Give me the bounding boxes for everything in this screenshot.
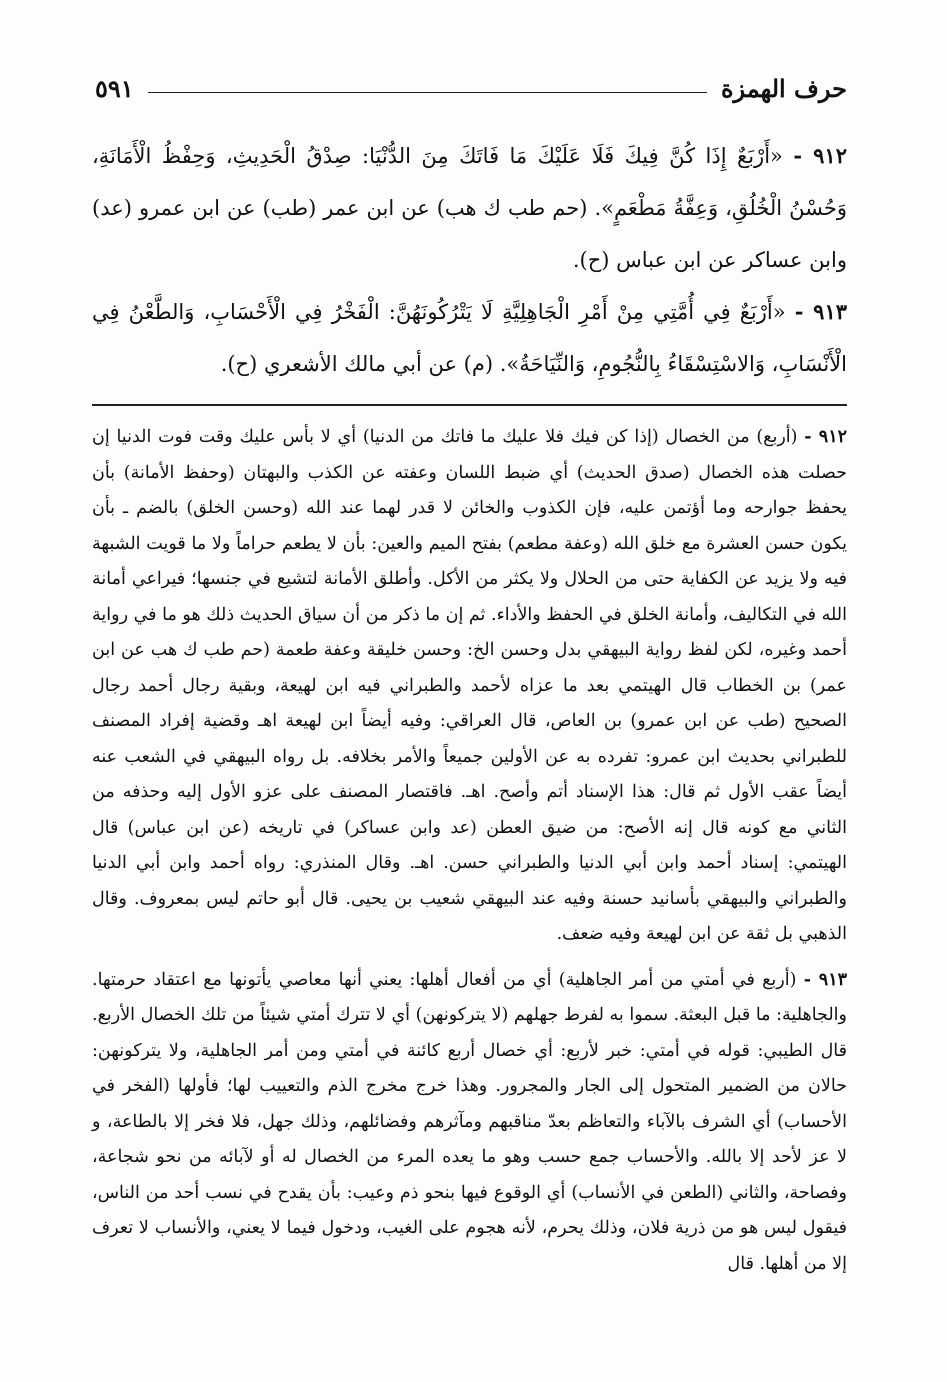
hadith-913: [92, 286, 847, 390]
hadith-text-section: [92, 130, 847, 390]
hadith-text: «أَرْبَعٌ إِذَا كُنَّ فِيكَ فَلَا عَلَيْكَ مَا فَاتَكَ مِنَ الدُّنْيَا: صِدْقُ الْحَدِيثِ، وَحِفْظُ الْأَمَانَةِ، وَحُسْنُ الْخُلُقِ، وَعِفَّةُ مَطْعَمٍ». (حم طب ك هب) عن ابن عمر (طب) عن ابن عمرو (عد) وابن عساكر عن ابن عباس (ح).: [92, 144, 847, 272]
commentary-number: ٩١٢ -: [804, 427, 847, 447]
chapter-title: حرف الهمزة: [720, 73, 847, 103]
section-divider: [92, 404, 847, 406]
hadith-number: ٩١٢ -: [793, 143, 847, 168]
hadith-912: [92, 130, 847, 286]
hadith-text: «أَرْبَعٌ فِي أُمَّتِي مِنْ أَمْرِ الْجَاهِلِيَّةِ لَا يَتْرُكُونَهُنَّ: الْفَخْرُ فِي الْأَحْسَابِ، وَالطَّعْنُ فِي الْأَنْسَابِ، وَالاسْتِسْقَاءُ بِالنُّجُومِ، وَالنِّيَاحَةُ». (م) عن أبي مالك الأشعري (ح).: [92, 300, 847, 376]
commentary-913: [92, 963, 847, 1283]
commentary-text: (أربع) من الخصال (إذا كن فيك فلا عليك ما فاتك من الدنيا) أي لا بأس عليك وقت فوت الدنيا إن حصلت هذه الخصال (صدق الحديث) أي ضبط اللسان وعفته عن الكذب والبهتان (وحفظ الأمانة) بأن يحفظ جوارحه وما أؤتمن عليه، فإن الكذوب والخائن لا قدر لهما عند الله (وحسن الخلق) بالضم ـ بأن يكون حسن العشرة مع خلق الله (وعفة مطعم) بفتح الميم والعين: بأن لا يطعم حراماً ولا ما قويت الشبهة فيه ولا يزيد عن الكفاية حتى من الحلال ولا يكثر من الأكل. وأطلق الأمانة لتشيع في جنسها؛ فيراعي أمانة الله في التكاليف، وأمانة الخلق في الحفظ والأداء. ثم إن ما ذكر من أن سياق الحديث ذلك هو ما في رواية أحمد وغيره، لكن لفظ رواية البيهقي بدل وحسن الخ: وحسن خليقة وعفة طعمة (حم طب ك هب عن ابن عمر) بن الخطاب قال الهيتمي بعد ما عزاه لأحمد والطبراني فيه ابن لهيعة، وبقية رجال أحمد رجال الصحيح (طب عن ابن عمرو) بن العاص، قال العراقي: وفيه أيضاً ابن لهيعة اهـ وقضية إفراد المصنف للطبراني بحديث ابن عمرو: تفرده به عن الأولين جميعاً والأمر بخلافه. بل رواه البيهقي في الشعب عنه أيضاً عقب الأول ثم قال: هذا الإسناد أتم وأصح. اهـ. فاقتصار المصنف على عزو الأول إليه وحذفه من الثاني مع كونه قال إنه الأصح: من ضيق العطن (عد وابن عساكر) في تاريخه (عن ابن عباس) قال الهيتمي: إسناد أحمد وابن أبي الدنيا والطبراني حسن. اهـ. وقال المنذري: رواه أحمد وابن أبي الدنيا والطبراني والبيهقي بأسانيد حسنة وفيه عند البيهقي شعيب بن يحيى. قال أبو حاتم ليس بمعروف. وقال الذهبي بل ثقة عن ابن لهيعة وفيه ضعف.: [92, 427, 847, 944]
commentary-text: (أربع في أمتي من أمر الجاهلية) أي من أفعال أهلها: يعني أنها معاصي يأتونها مع اعتقاد حرمتها. والجاهلية: ما قبل البعثة. سموا به لفرط جهلهم (لا يتركونهن) أي لا تترك أمتي شيئاً من تلك الخصال الأربع. قال الطيبي: قوله في أمتي: خبر لأربع: أي خصال أربع كائنة في أمتي ومن أمر الجاهلية، ولا يتركونهن: حالان من الضمير المتحول إلى الجار والمجرور. وهذا خرج مخرج الذم والتعييب لها؛ فأولها (الفخر في الأحساب) أي الشرف بالآباء والتعاظم بعدّ مناقبهم ومآثرهم وفضائلهم، وذلك جهل، فلا فخر إلا بالطاعة، و لا عز لأحد إلا بالله. والأحساب جمع حسب وهو ما يعده المرء من الخصال له أو لآبائه من نحو شجاعة، وفصاحة، والثاني (الطعن في الأنساب) أي الوقوع فيها بنحو ذم وعيب: بأن يقدح في نسب أحد من الناس، فيقول ليس هو من ذرية فلان، وذلك يحرم، لأنه هجوم على الغيب، ودخول فيما لا يعني، والأنساب لا تعرف إلا من أهلها. قال: [92, 969, 847, 1274]
header-rule: [148, 92, 707, 93]
commentary-section: [92, 420, 847, 1290]
commentary-912: [92, 420, 847, 953]
page-header: [95, 70, 847, 106]
page-number: ٥٩١: [95, 73, 134, 103]
commentary-number: ٩١٣ -: [803, 969, 847, 990]
hadith-number: ٩١٣ -: [794, 299, 848, 324]
